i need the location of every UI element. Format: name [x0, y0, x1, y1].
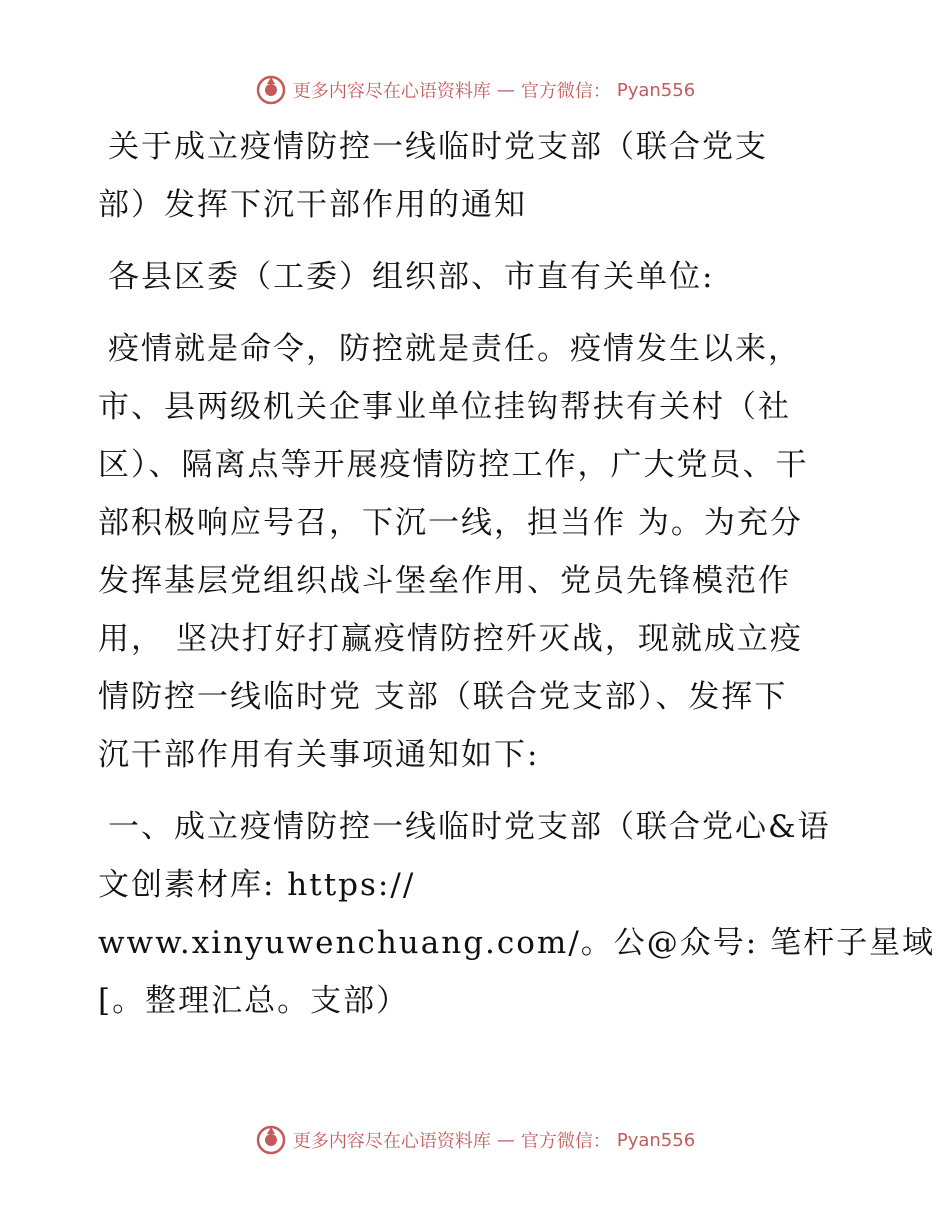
- watermark-dash: —: [496, 79, 515, 101]
- watermark-label: 官方微信：: [520, 81, 611, 102]
- section-line: [。整理汇总。支部）: [98, 983, 410, 1019]
- body-line: 用， 坚决打好打赢疫情防控歼灭战，现就成立疫: [98, 621, 803, 657]
- footer-watermark: [0, 1120, 950, 1160]
- watermark-text: 更多内容尽在心语资料库: [292, 1131, 491, 1152]
- body-line: 发挥基层党组织战斗堡垒作用、党员先锋模范作: [98, 563, 791, 599]
- body-line: 区）、隔离点等开展疫情防控工作，广大党员、干: [98, 447, 809, 483]
- section-heading-line: 一、成立疫情防控一线临时党支部（联合党心&语: [108, 809, 831, 845]
- watermark-id: Pyan556: [616, 1129, 696, 1151]
- salutation: 各县区委（工委）组织部、市直有关单位:: [108, 259, 715, 295]
- document-body: [98, 118, 936, 1030]
- watermark-label: 官方微信：: [520, 1131, 611, 1152]
- watermark-text: 更多内容尽在心语资料库: [292, 81, 491, 102]
- watermark-id: Pyan556: [616, 79, 696, 101]
- body-line: 部积极响应号召，下沉一线，担当作 为。为充分: [98, 505, 803, 541]
- watermark-dash: —: [496, 1129, 515, 1151]
- body-line: 情防控一线临时党 支部（联合党支部）、发挥下: [98, 679, 788, 715]
- body-line: 疫情就是命令，防控就是责任。疫情发生以来，: [108, 331, 801, 367]
- brand-logo-icon: [255, 74, 287, 106]
- document-title-line: 部）发挥下沉干部作用的通知: [98, 187, 527, 223]
- document-title-line: 关于成立疫情防控一线临时党支部（联合党支: [108, 129, 768, 165]
- body-line: 市、县两级机关企事业单位挂钩帮扶有关村（社: [98, 389, 791, 425]
- body-line: 沉干部作用有关事项通知如下:: [98, 737, 540, 773]
- section-line: 文创素材库: https://: [98, 867, 416, 903]
- brand-logo-icon: [255, 1124, 287, 1156]
- section-link-line: www.xinyuwenchuang.com/。公@众号: 笔杆子星域: [98, 925, 936, 961]
- header-watermark: [0, 70, 950, 110]
